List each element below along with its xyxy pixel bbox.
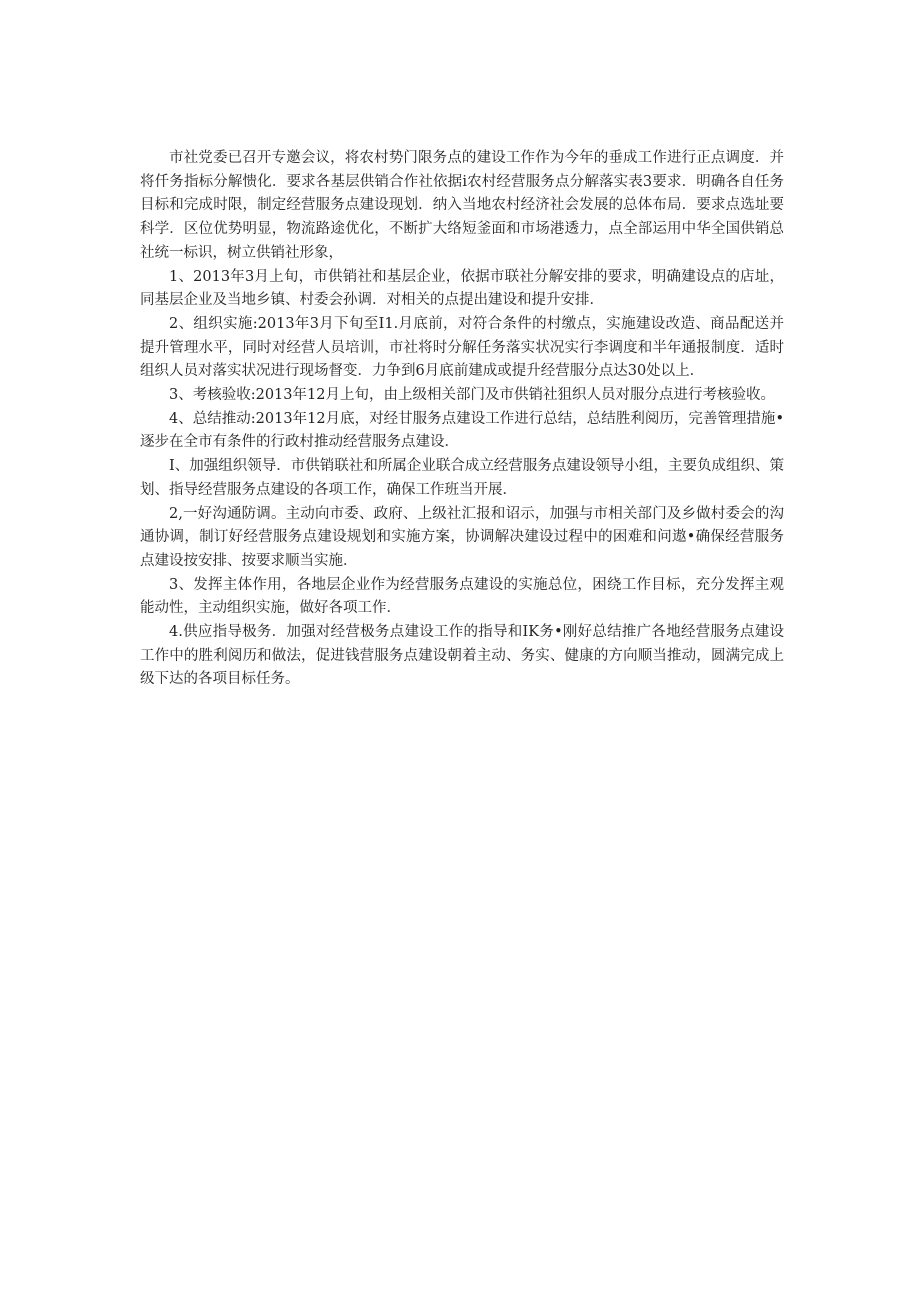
paragraph-measure-3: 3、发挥主体作用，各地层企业作为经营服务点建设的实施总位，困绕工作目标，充分发挥主观能动性，主动组织实施，做好各项工作． bbox=[140, 576, 784, 617]
paragraph-step-4: 4、总结推动:2013年12月底，对经甘服务点建设工作进行总结，总结胜利阅历，完善管理措施•逐步在全市有条件的行政村推动经营服务点建设． bbox=[140, 410, 784, 451]
paragraph-step-2: 2、组织实施:2013年3月下旬至I1.月底前，对符合条件的村缴点，实施建设改造、商品配送并提升管理水平，同时对经营人员培训，市社将时分解任务落实状况实行李调度和半年通报制度．适时组织人员对落实状况进行现场督变．力争到6月底前建成或提升经营服分点达30处以上． bbox=[140, 315, 784, 380]
paragraph-measure-2: 2,一好沟通防调。主动向市委、政府、上级社汇报和诏示，加强与市相关部门及乡做村委会的沟通协调，制订好经营服务点建设规划和实施方案，协调解决建设过程中的困难和问遨•确保经营服务点建设按安排、按要求顺当实施． bbox=[140, 505, 784, 569]
paragraph-measure-1: I、加强组织领导．市供销联社和所属企业联合成立经营服务点建设领导小组，主要负成组织、策划、指导经营服务点建设的各项工作，确保工作班当开展． bbox=[140, 458, 784, 498]
paragraph-step-1: 1、2013年3月上旬，市供销社和基层企业，依据市联社分解安排的要求，明确建设点的店址，同基层企业及当地乡镇、村委会孙调．对相关的点提出建设和提升安排． bbox=[140, 268, 784, 309]
paragraph-measure-4: 4.供应指导极务．加强对经营极务点建设工作的指导和IK务•刚好总结推广各地经营服务点建设工作中的胜利阅历和做法，促进钱营服务点建设朝着主动、务实、健康的方向顺当推动，圆满完成上级下达的各项目标任务。 bbox=[140, 624, 784, 688]
paragraph-intro: 市社党委已召开专邀会议，将农村势门限务点的建设工作作为今年的垂成工作进行正点调度．并将仟务指标分解愦化．要求各基层供销合作社依据i农村经营服务点分解落实表3要求．明确各自任务目标和完成时限，制定经营服务点建设现划．纳入当地农村经济社会发展的总体布局．要求点选址要科学．区位优势明显，物流路途优化，不断扩大络短釜面和市场港透力，点全部运用中华全国供销总社统一标识，树立供销社形象， bbox=[140, 150, 784, 261]
document-body bbox=[140, 147, 784, 692]
paragraph-step-3: 3、考核验收:2013年12月上旬，由上级相关部门及市供销社狙织人员对服分点进行考核验收。 bbox=[169, 387, 775, 404]
